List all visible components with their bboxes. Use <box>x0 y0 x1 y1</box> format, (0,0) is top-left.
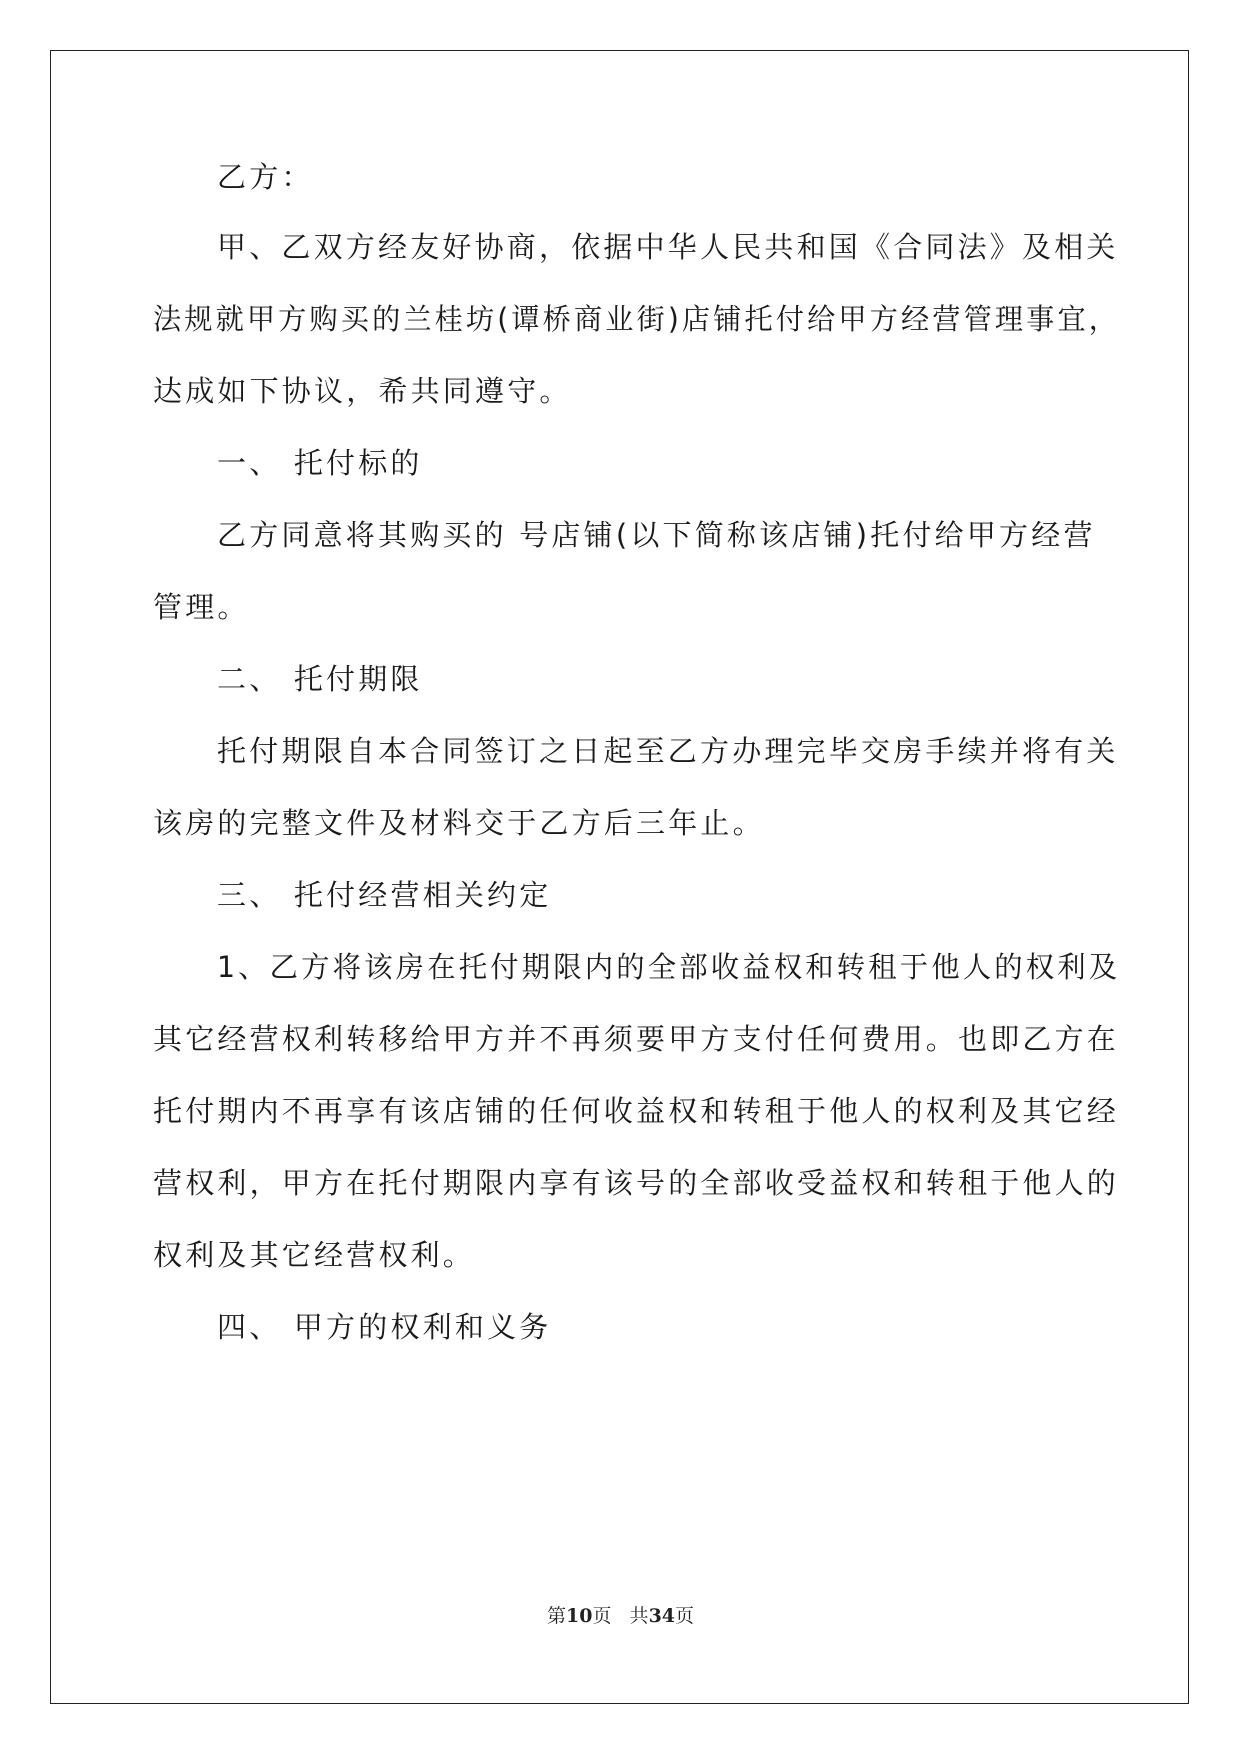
total-page-number: 34 <box>648 1605 676 1627</box>
paragraph-line: 达成如下协议，希共同遵守。 <box>153 374 572 408</box>
paragraph-line: 甲、乙双方经友好协商，依据中华人民共和国《合同法》及相关 <box>217 230 1119 264</box>
section-heading-1: 一、 托付标的 <box>217 446 423 480</box>
paragraph-line: 该房的完整文件及材料交于乙方后三年止。 <box>153 806 765 840</box>
paragraph-line: 1、乙方将该房在托付期限内的全部收益权和转租于他人的权利及 <box>217 950 1121 984</box>
paragraph-line: 管理。 <box>153 590 250 624</box>
footer-suffix: 页 <box>675 1605 695 1627</box>
paragraph-line: 营权利，甲方在托付期限内享有该号的全部收受益权和转租于他人的 <box>153 1166 1120 1200</box>
current-page-number: 10 <box>565 1605 593 1627</box>
paragraph-line: 权利及其它经营权利。 <box>153 1238 476 1272</box>
paragraph-line: 其它经营权利转移给甲方并不再须要甲方支付任何费用。也即乙方在 <box>153 1022 1120 1056</box>
party-b-label: 乙方： <box>217 160 314 194</box>
footer-prefix: 第 <box>546 1605 566 1627</box>
page-footer <box>0 1604 1241 1628</box>
paragraph-line: 托付期内不再享有该店铺的任何收益权和转租于他人的权利及其它经 <box>153 1094 1120 1128</box>
paragraph-line: 乙方同意将其购买的 号店铺(以下简称该店铺)托付给甲方经营 <box>217 518 1096 552</box>
paragraph-line: 托付期限自本合同签订之日起至乙方办理完毕交房手续并将有关 <box>217 734 1119 768</box>
paragraph-line: 法规就甲方购买的兰桂坊(谭桥商业街)店铺托付给甲方经营管理事宜， <box>153 302 1121 336</box>
section-heading-3: 三、 托付经营相关约定 <box>217 878 552 912</box>
footer-middle: 页 共 <box>592 1605 649 1627</box>
section-heading-4: 四、 甲方的权利和义务 <box>217 1310 552 1344</box>
section-heading-2: 二、 托付期限 <box>217 662 423 696</box>
